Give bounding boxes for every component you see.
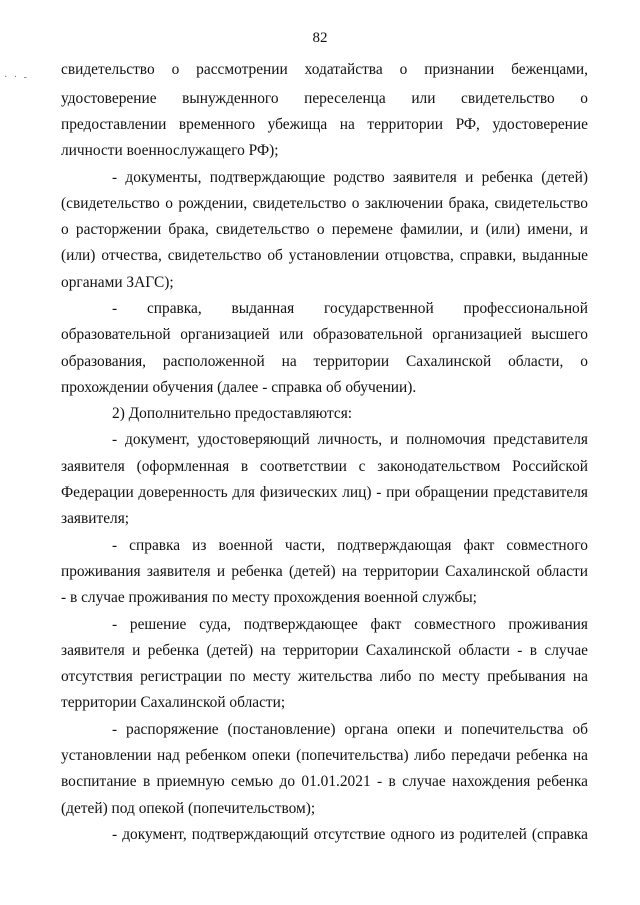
text-line: - распоряжение (постановление) органа опеки и попечительства об	[112, 721, 588, 738]
text-line: - документы, подтверждающие родство заявителя и ребенка (детей)	[112, 169, 588, 186]
text-line: личности военнослужащего РФ);	[61, 142, 279, 159]
text-line: образовательной организацией или образовательной организацией высшего	[61, 326, 588, 343]
text-line: - решение суда, подтверждающее факт совместного проживания	[112, 616, 588, 633]
text-line: (детей) под опекой (попечительством);	[61, 800, 316, 817]
text-line: свидетельство о рассмотрении ходатайства о признании беженцами,	[61, 61, 588, 78]
text-line: установлении над ребенком опеки (попечительства) либо передачи ребенка на	[61, 747, 588, 764]
text-line: о расторжении брака, свидетельство о перемене фамилии, и (или) имени, и	[61, 221, 588, 238]
scan-mark: · · -	[4, 72, 29, 83]
text-line: прохождении обучения (далее - справка об обучении).	[61, 379, 417, 396]
text-line: образования, расположенной на территории Сахалинской области, о	[61, 353, 588, 370]
text-line: Федерации доверенность для физических лиц) - при обращении представителя	[61, 484, 588, 501]
text-line: заявителя (оформленная в соответствии с законодательством Российской	[61, 458, 588, 475]
text-line: - документ, подтверждающий отсутствие одного из родителей (справка	[112, 826, 588, 843]
text-line: (свидетельство о рождении, свидетельство о заключении брака, свидетельство	[61, 195, 588, 212]
text-line: воспитание в приемную семью до 01.01.2021 - в случае нахождения ребенка	[61, 773, 588, 790]
text-line: проживания заявителя и ребенка (детей) на территории Сахалинской области	[61, 563, 588, 580]
text-line: удостоверение вынужденного переселенца или свидетельство о	[61, 90, 588, 107]
text-line: 2) Дополнительно предоставляются:	[112, 405, 353, 422]
text-line: органами ЗАГС);	[61, 274, 174, 291]
text-line: (или) отчества, свидетельство об установлении отцовства, справки, выданные	[61, 247, 588, 264]
text-line: территории Сахалинской области;	[61, 694, 286, 711]
text-line: - в случае проживания по месту прохождения военной службы;	[61, 589, 477, 606]
text-line: заявителя;	[61, 510, 130, 527]
page-number: 82	[312, 30, 328, 46]
text-line: - справка, выданная государственной профессиональной	[112, 300, 588, 317]
text-line: заявителя и ребенка (детей) на территории Сахалинской области - в случае	[61, 642, 588, 659]
text-line: отсутствия регистрации по месту жительства либо по месту пребывания на	[61, 668, 588, 685]
text-line: - справка из военной части, подтверждающая факт совместного	[112, 537, 588, 554]
text-line: - документ, удостоверяющий личность, и полномочия представителя	[112, 431, 588, 448]
text-line: предоставлении временного убежища на территории РФ, удостоверение	[61, 116, 588, 133]
